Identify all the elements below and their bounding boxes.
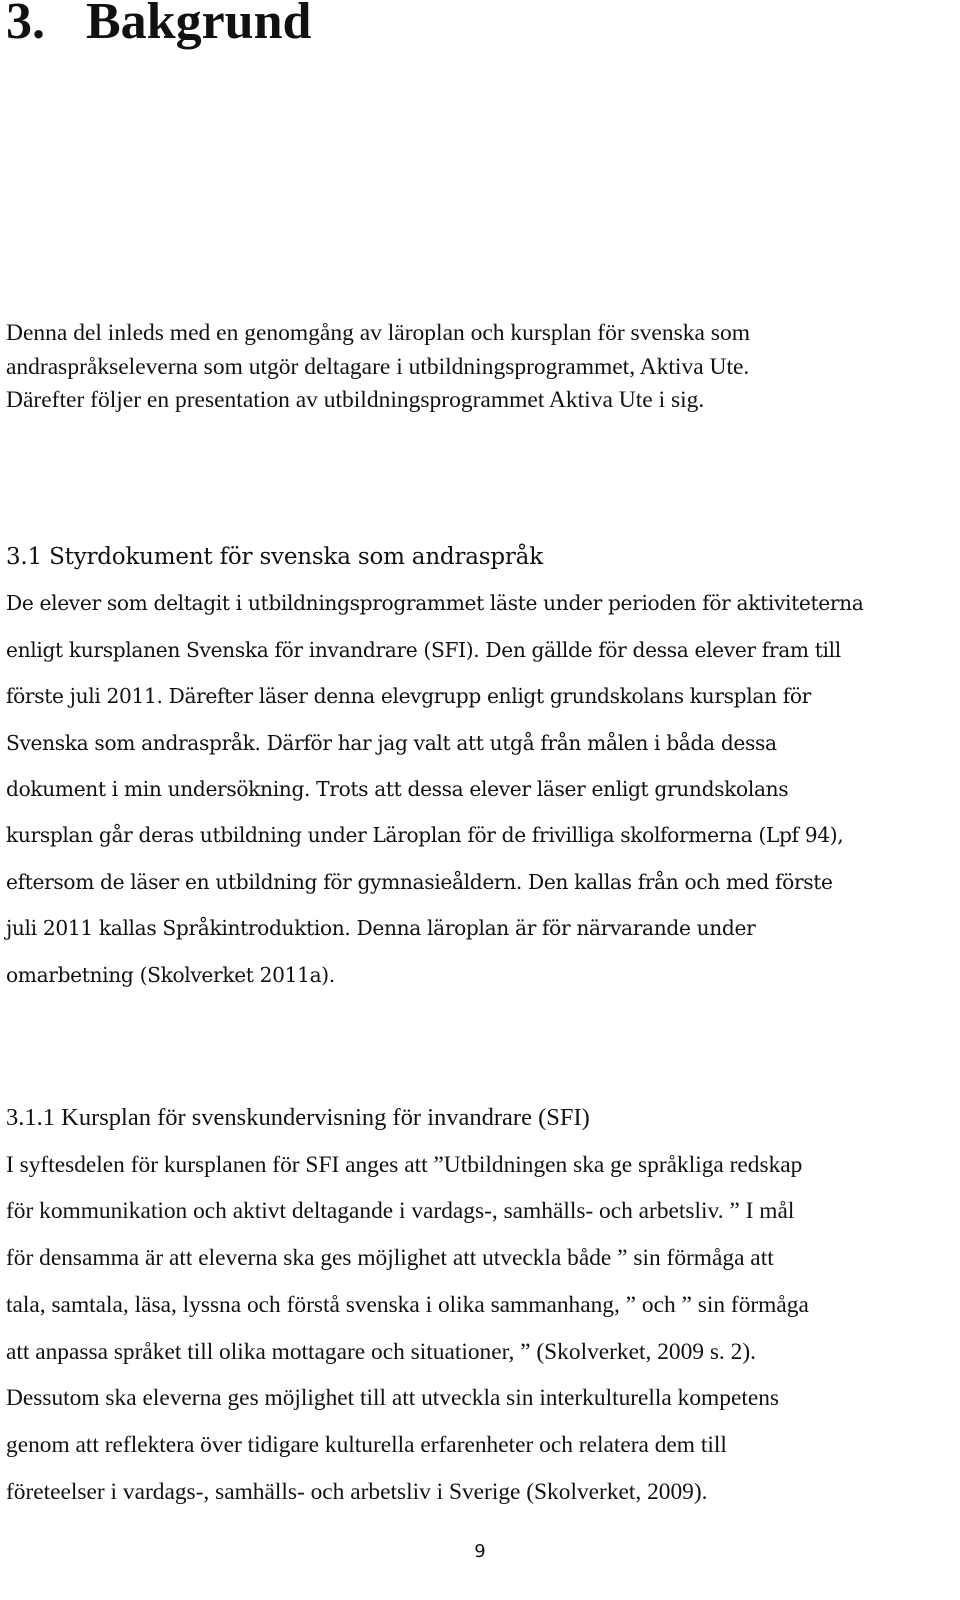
section-3-1: [6, 534, 946, 998]
text-line: tala, samtala, läsa, lyssna och förstå svenska i olika sammanhang, ” och ” sin förmåga: [6, 1291, 809, 1318]
text-line: De elever som deltagit i utbildningsprogrammet läste under perioden för aktiviteterna: [6, 591, 864, 616]
subsection-heading: 3.1.1 Kursplan för svenskundervisning för invandrare (SFI): [6, 1104, 590, 1131]
text-line: kursplan går deras utbildning under Läroplan för de frivilliga skolformerna (Lpf 94),: [6, 823, 844, 848]
text-line: omarbetning (Skolverket 2011a).: [6, 962, 335, 987]
chapter-title: Bakgrund: [86, 0, 312, 50]
page-number: 9: [474, 1541, 486, 1562]
text-line: förste juli 2011. Därefter läser denna elevgrupp enligt grundskolans kursplan för: [6, 684, 811, 709]
text-line: Dessutom ska eleverna ges möjlighet till att utveckla sin interkulturella kompetens: [6, 1385, 779, 1412]
text-line: enligt kursplanen Svenska för invandrare (SFI). Den gällde för dessa elever fram till: [6, 637, 841, 662]
text-line: för kommunikation och aktivt deltagande i vardags-, samhälls- och arbetsliv. ” I mål: [6, 1198, 795, 1225]
text-line: Därefter följer en presentation av utbildningsprogrammet Aktiva Ute i sig.: [6, 387, 705, 413]
text-line: andraspråkseleverna som utgör deltagare i utbildningsprogrammet, Aktiva Ute.: [6, 353, 750, 380]
text-line: eftersom de läser en utbildning för gymnasieåldern. Den kallas från och med förste: [6, 869, 833, 894]
intro-paragraph: [6, 317, 936, 418]
text-line: för densamma är att eleverna ska ges möjlighet att utveckla både ” sin förmåga att: [6, 1245, 774, 1272]
section-heading: 3.1 Styrdokument för svenska som andraspråk: [6, 544, 543, 570]
text-line: Denna del inleds med en genomgång av läroplan och kursplan för svenska som: [6, 320, 750, 346]
text-line: I syftesdelen för kursplanen för SFI anges att ”Utbildningen ska ge språkliga redskap: [6, 1151, 803, 1178]
text-line: genom att reflektera över tidigare kulturella erfarenheter och relatera dem till: [6, 1431, 727, 1458]
text-line: företeelser i vardags-, samhälls- och arbetsliv i Sverige (Skolverket, 2009).: [6, 1478, 708, 1505]
text-line: dokument i min undersökning. Trots att dessa elever läser enligt grundskolans: [6, 777, 789, 802]
text-line: att anpassa språket till olika mottagare och situationer, ” (Skolverket, 2009 s. 2).: [6, 1338, 756, 1365]
text-line: juli 2011 kallas Språkintroduktion. Denna läroplan är för närvarande under: [6, 916, 756, 941]
section-3-1-1: [6, 1095, 946, 1515]
chapter-heading: [6, 0, 311, 52]
text-line: Svenska som andraspråk. Därför har jag valt att utgå från målen i båda dessa: [6, 730, 777, 755]
chapter-number: 3.: [6, 0, 45, 50]
